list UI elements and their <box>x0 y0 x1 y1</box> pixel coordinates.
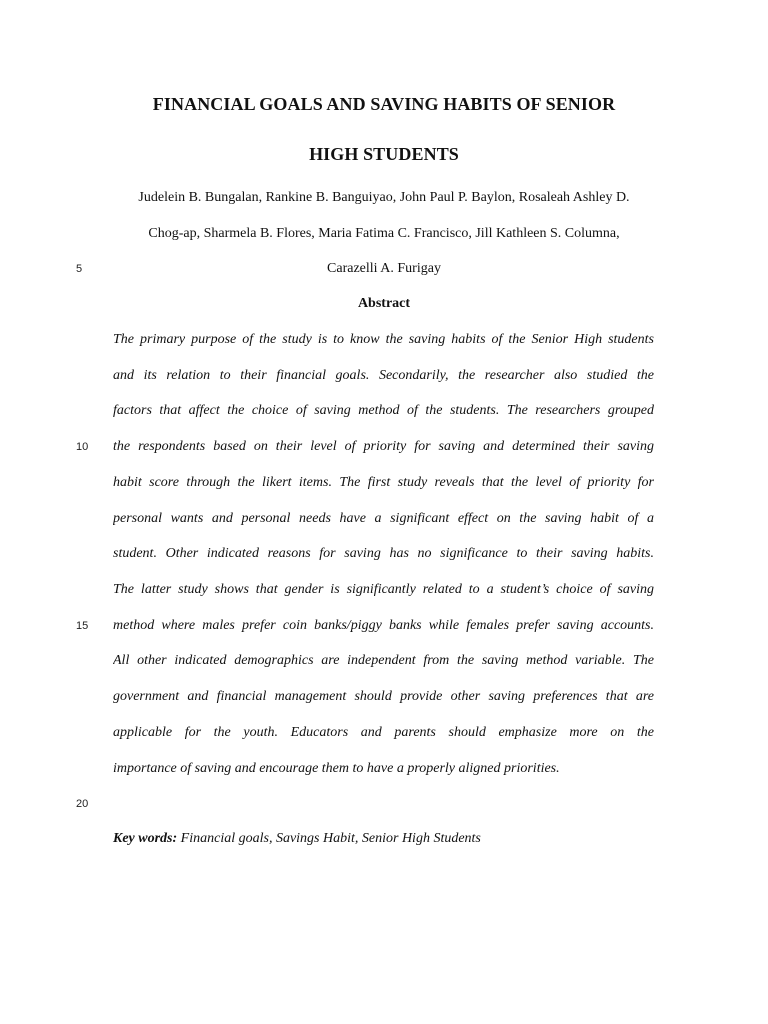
line-number-15: 15 <box>76 620 89 632</box>
abstract-line: the respondents based on their level of priority for saving and determined their saving <box>113 439 654 454</box>
abstract-heading: Abstract <box>357 296 411 311</box>
abstract-line: and its relation to their financial goals. Secondarily, the researcher also studied the <box>113 368 654 383</box>
abstract-line: The latter study shows that gender is significantly related to a student’s choice of saving <box>113 582 654 597</box>
line-number-20: 20 <box>76 798 89 810</box>
paper-title-line-2: HIGH STUDENTS <box>309 144 459 164</box>
keywords-label: Key words: <box>113 831 178 846</box>
abstract-line: The primary purpose of the study is to know the saving habits of the Senior High students <box>113 332 654 347</box>
line-number-5: 5 <box>76 263 83 275</box>
abstract-line: applicable for the youth. Educators and parents should emphasize more on the <box>113 725 654 740</box>
line-number-10: 10 <box>76 441 89 453</box>
abstract-line: student. Other indicated reasons for saving has no significance to their saving habits. <box>113 546 654 561</box>
abstract-line: All other indicated demographics are independent from the saving method variable. The <box>113 653 654 668</box>
abstract-line: method where males prefer coin banks/piggy banks while females prefer saving accounts. <box>113 618 654 633</box>
paper-title-line-1: FINANCIAL GOALS AND SAVING HABITS OF SENIOR <box>152 94 616 114</box>
keywords-text: Financial goals, Savings Habit, Senior High Students <box>180 831 481 846</box>
abstract-line: factors that affect the choice of saving method of the students. The researchers grouped <box>113 403 654 418</box>
authors-line-2: Chog-ap, Sharmela B. Flores, Maria Fatima C. Francisco, Jill Kathleen S. Columna, <box>148 226 620 241</box>
keywords-line <box>113 831 673 847</box>
abstract-line: personal wants and personal needs have a significant effect on the saving habit of a <box>113 511 654 526</box>
authors-line-1: Judelein B. Bungalan, Rankine B. Banguiyao, John Paul P. Baylon, Rosaleah Ashley D. <box>138 190 630 205</box>
abstract-line: government and financial management should provide other saving preferences that are <box>113 689 654 704</box>
abstract-line: habit score through the likert items. The first study reveals that the level of priority for <box>113 475 654 490</box>
abstract-line-last: importance of saving and encourage them to have a properly aligned priorities. <box>113 761 560 776</box>
authors-line-3: Carazelli A. Furigay <box>327 261 441 276</box>
